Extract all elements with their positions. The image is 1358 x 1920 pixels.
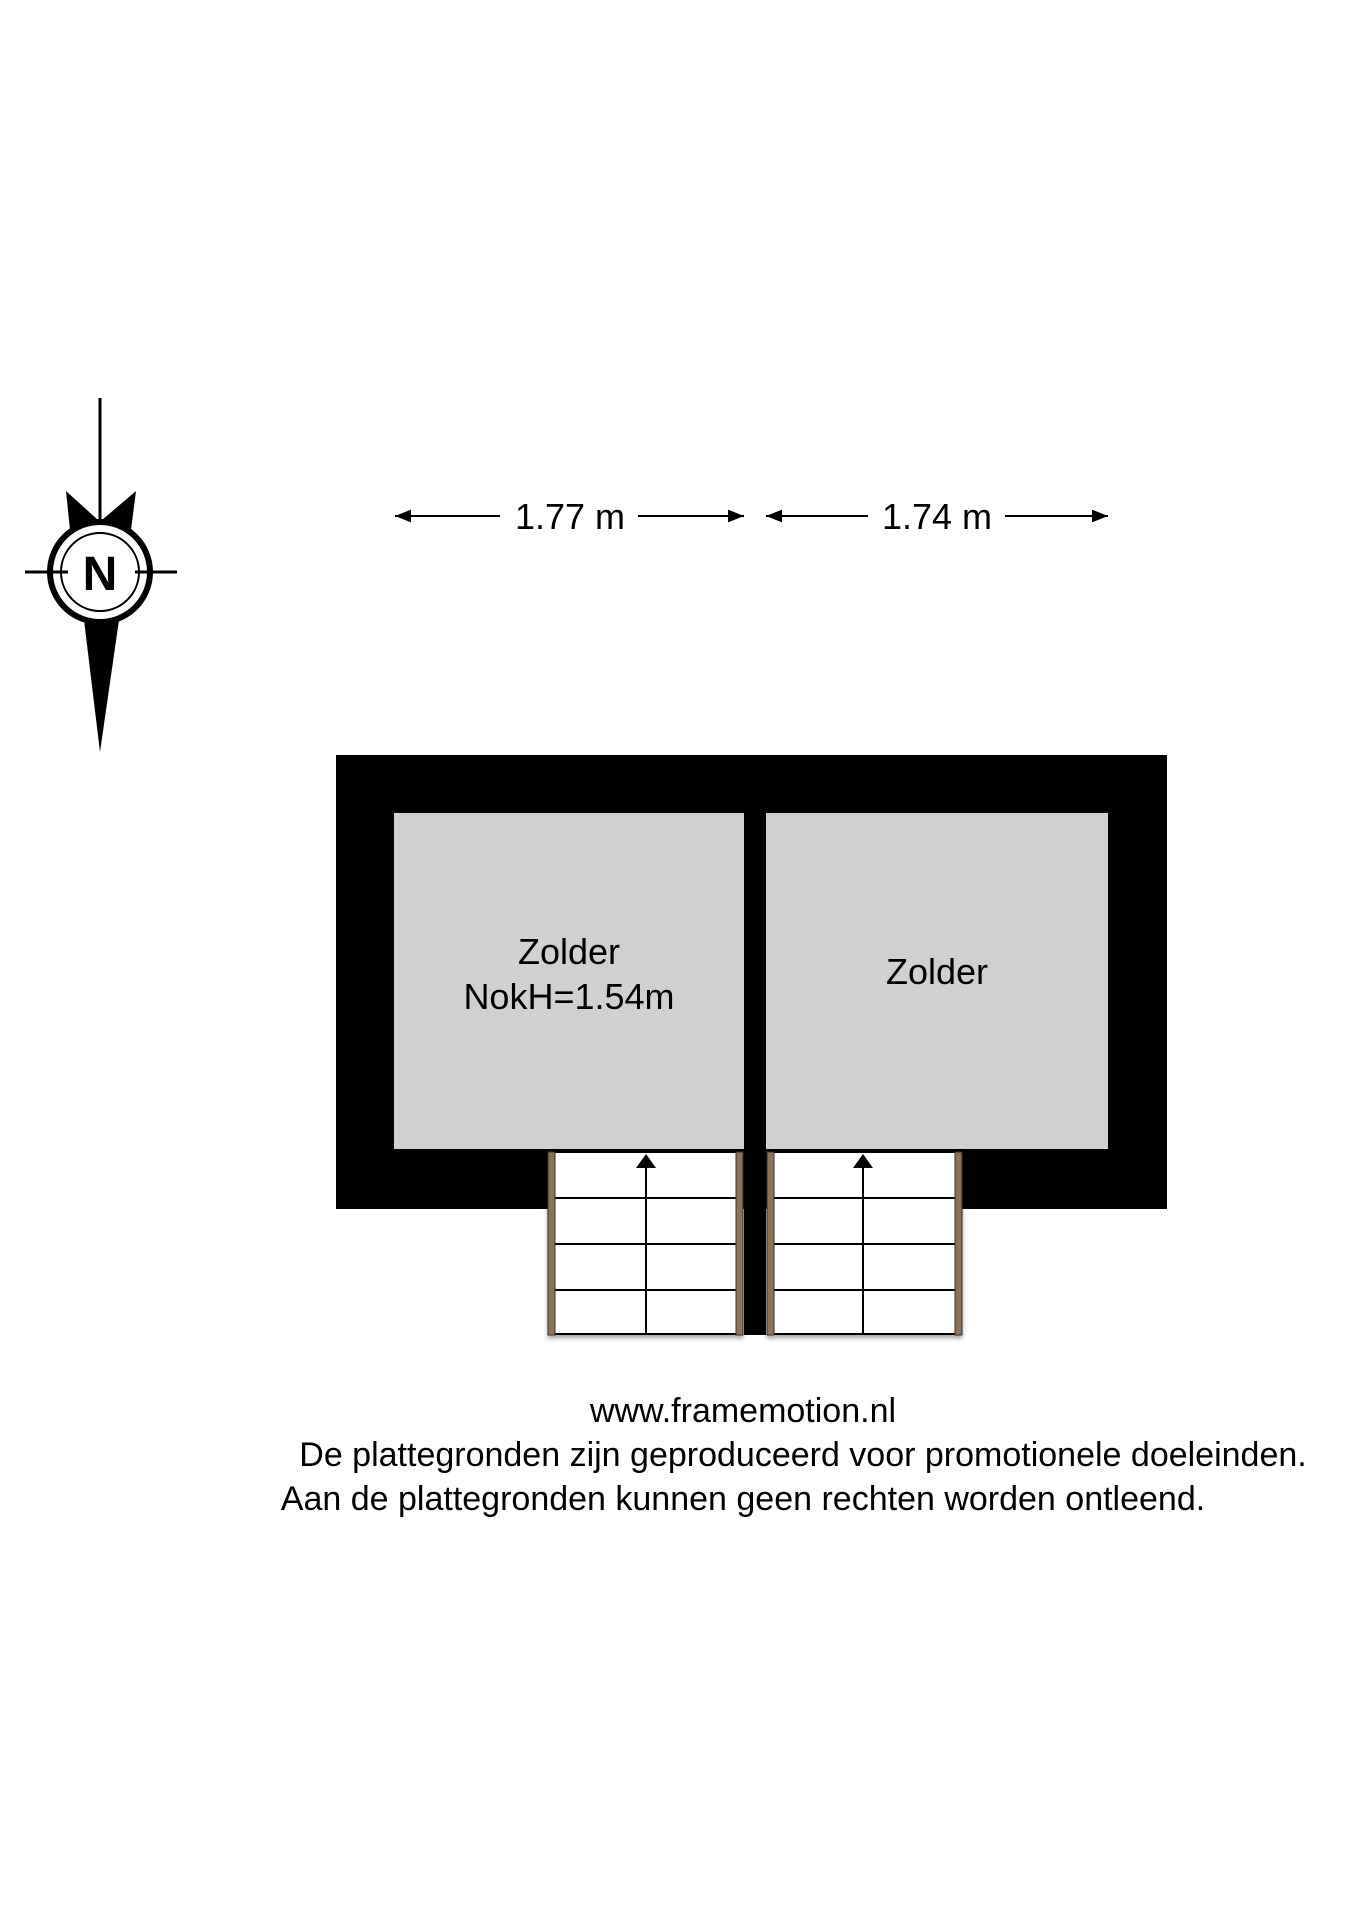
dimension-left-label: 1.77 m (514, 496, 626, 537)
room-right-name: Zolder (885, 951, 989, 992)
staircase-left (548, 1152, 743, 1335)
north-compass-icon (25, 398, 177, 752)
dimension-left (395, 496, 744, 537)
footer-disclaimer-1: De plattegronden zijn geproduceerd voor promotionele doeleinden. (299, 1436, 1307, 1474)
footer-website: www.framemotion.nl (589, 1392, 897, 1430)
dimension-right (766, 496, 1108, 537)
compass-label: N (82, 548, 118, 601)
staircase-right (767, 1152, 962, 1335)
footer-disclaimer-2: Aan de plattegronden kunnen geen rechten worden ontleend. (280, 1480, 1206, 1518)
stair-divider-wall (744, 1149, 766, 1335)
room-left-ridge-height: NokH=1.54m (463, 976, 675, 1017)
room-left-name: Zolder (517, 931, 621, 972)
dimension-right-label: 1.74 m (881, 496, 993, 537)
